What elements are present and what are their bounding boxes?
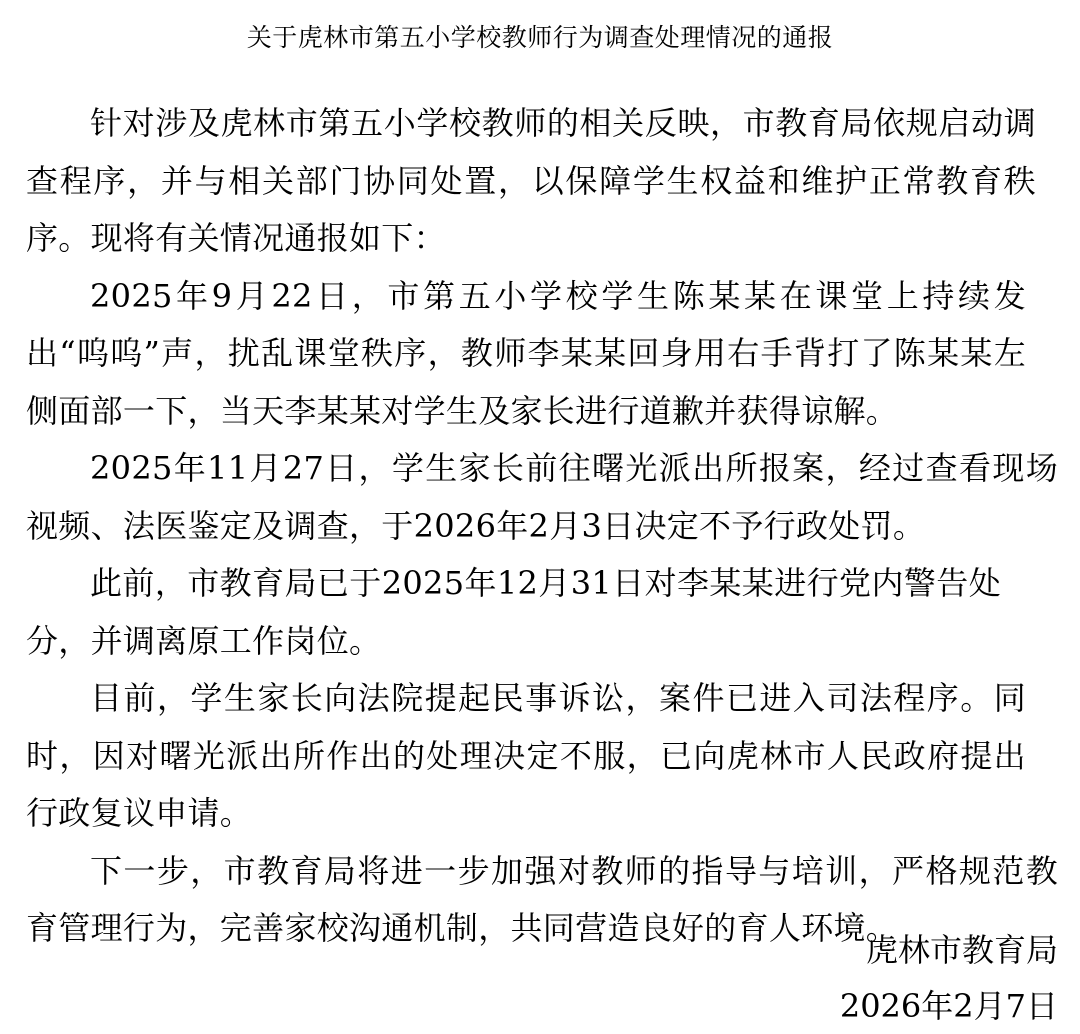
paragraph-disciplinary-action: 此前，市教育局已于2025年12月31日对李某某进行党内警告处分，并调离原工作岗位。 xyxy=(26,564,1001,660)
page-title: 关于虎林市第五小学校教师行为调查处理情况的通报 xyxy=(246,23,834,52)
paragraph-legal-proceedings: 目前，学生家长向法院提起民事诉讼，案件已进入司法程序。同时，因对曙光派出所作出的处理决定不服，已向虎林市人民政府提出行政复议申请。 xyxy=(26,679,1026,832)
paragraph-intro: 针对涉及虎林市第五小学校教师的相关反映，市教育局依规启动调查程序，并与相关部门协同处置，以保障学生权益和维护正常教育秩序。现将有关情况通报如下： xyxy=(26,104,1036,257)
paragraph-police-report: 2025年11月27日，学生家长前往曙光派出所报案，经过查看现场视频、法医鉴定及调查，于2026年2月3日决定不予行政处罚。 xyxy=(26,449,1058,545)
paragraph-next-steps: 下一步，市教育局将进一步加强对教师的指导与培训，严格规范教育管理行为，完善家校沟通机制，共同营造良好的育人环境。 xyxy=(26,851,1058,947)
issuer-name: 虎林市教育局 xyxy=(865,931,1058,969)
notice-body xyxy=(26,95,1058,958)
issue-date: 2026年2月7日 xyxy=(839,987,1058,1025)
paragraph-incident: 2025年9月22日，市第五小学校学生陈某某在课堂上持续发出“呜呜”声，扰乱课堂秩序，教师李某某回身用右手背打了陈某某左侧面部一下，当天李某某对学生及家长进行道歉并获得谅解。 xyxy=(26,276,1026,430)
signature-block xyxy=(840,922,1058,1034)
